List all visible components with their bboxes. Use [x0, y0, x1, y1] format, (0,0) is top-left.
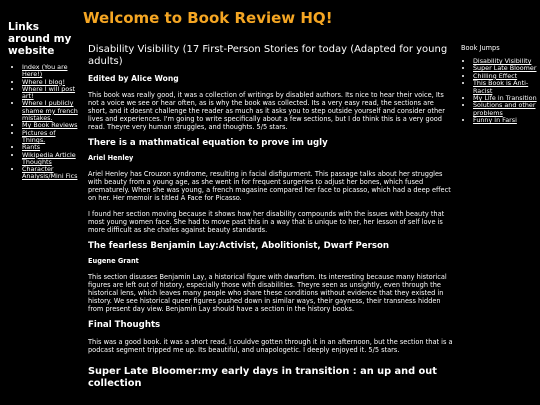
final-thoughts-heading: Final Thoughts [88, 320, 161, 330]
nav-link-blog[interactable]: Where I blog! [22, 77, 66, 86]
section-paragraph: I found her section moving because it shows how her disability compounds with the issues with beauty that most young women face. She had to move past this in a way that is unique to her, her lesson of self love is more difficult as she chafes against beauty standards. [88, 210, 445, 234]
nav-item-character [22, 166, 80, 181]
jump-link-super-late-bloomer[interactable]: Super Late Bloomer [473, 64, 537, 73]
book-jumps-list [461, 58, 539, 125]
left-nav [8, 21, 80, 181]
jump-link-life-in-transition[interactable]: My Life in Transition [473, 94, 537, 103]
book-jumps-label: Book Jumps [461, 44, 500, 52]
main-content [88, 44, 453, 389]
review-editor: Edited by Alice Wong [88, 74, 179, 83]
review-intro: This book was really good, it was a collection of writings by disabled authors. Its nice to hear their voice, Its not a voice we see or hear often, as is why the book was collected. Its a very easy read, the sections are short, and it doesnt challenge the reader as much as it asks you to step outside yourself and consider other lives and experiences. I'm going to write specifically about a few sections, but I do think this is a very good read. Theyre very human struggles, and thoughts. 5/5 stars. [88, 91, 445, 131]
jump-item [473, 117, 539, 124]
final-thoughts-paragraph: This was a good book. it was a short read, I couldve gotten through it in an afternoon, but the section that is a podcast segment tripped me up. Its beautiful, and unapologetic. I deeply enjoyed it. 5/5 stars. [88, 338, 453, 354]
review-title: Disability Visibility (17 First-Person Stories for today (Adapted for young adults) [88, 44, 448, 67]
site-title: Welcome to Book Review HQ! [83, 9, 333, 27]
next-review-title: Super Late Bloomer:my early days in transition : an up and out collection [88, 366, 437, 389]
nav-item-index [22, 64, 80, 79]
nav-link-french[interactable]: Where I publicly shame my french mistakes. [22, 99, 78, 123]
section-paragraph: This section disusses Benjamin Lay, a historical figure with dwarfism. Its interesting because many historical figures are left out of history, especially those with disabilities. Theyre seen as unsightly, even through the historical lens, which leaves many people who share these conditions without evidence that they existed in history. We see historical queer figures pushed down in similar ways, their gayness, their transness hidden from present day view. Benjamin Lay should have a section in the history books. [88, 273, 447, 313]
nav-item-art [22, 86, 80, 101]
nav-link-book-reviews[interactable]: My Book Reviews [22, 121, 78, 130]
left-nav-list [8, 64, 80, 181]
right-nav [461, 44, 539, 125]
section-author-henley: Ariel Henley [88, 154, 134, 162]
section-heading-ugly: There is a mathmatical equation to prove im ugly [88, 138, 328, 148]
jump-item [473, 80, 539, 95]
nav-item-french [22, 100, 80, 122]
nav-link-art[interactable]: Where I will post art! [22, 84, 76, 101]
jump-link-disability-visibility[interactable]: Disability Visibility [473, 57, 532, 65]
nav-item-pictures [22, 130, 80, 145]
jump-link-chilling-effect[interactable]: Chilling Effect [473, 71, 518, 80]
nav-link-pictures[interactable]: Pictures of Things. [22, 128, 56, 144]
jump-link-anti-racist[interactable]: This Book is Anti-Racist [473, 79, 529, 95]
section-paragraph: Ariel Henley has Crouzon syndrome, resulting in facial disfigurment. This passage talks about her struggles with beauty from a young age, as she went in for frequent surgeries to adjust her bones, which fused prematurely. When she was young, a french magasine compared her face to picasso, which had a deep effect on her. Her memoir is titled A Face for Picasso. [88, 170, 451, 202]
jump-item [473, 102, 539, 117]
section-author-grant: Eugene Grant [88, 257, 139, 265]
jump-link-solutions[interactable]: Solutions and other problems [473, 101, 536, 117]
left-nav-heading: Links around my website [8, 21, 72, 57]
nav-item-wikipedia [22, 152, 80, 167]
nav-link-rants[interactable]: Rants [22, 143, 41, 152]
jump-link-funny-in-farsi[interactable]: Funny in Farsi [473, 116, 517, 125]
nav-link-index[interactable]: Index (You are Here!) [22, 63, 68, 79]
nav-link-character[interactable]: Character Analysis/Mini Fics [22, 165, 78, 181]
section-heading-lay: The fearless Benjamin Lay:Activist, Abolitionist, Dwarf Person [88, 241, 389, 251]
nav-link-wikipedia[interactable]: Wikipedia Article Thoughts [22, 150, 76, 166]
